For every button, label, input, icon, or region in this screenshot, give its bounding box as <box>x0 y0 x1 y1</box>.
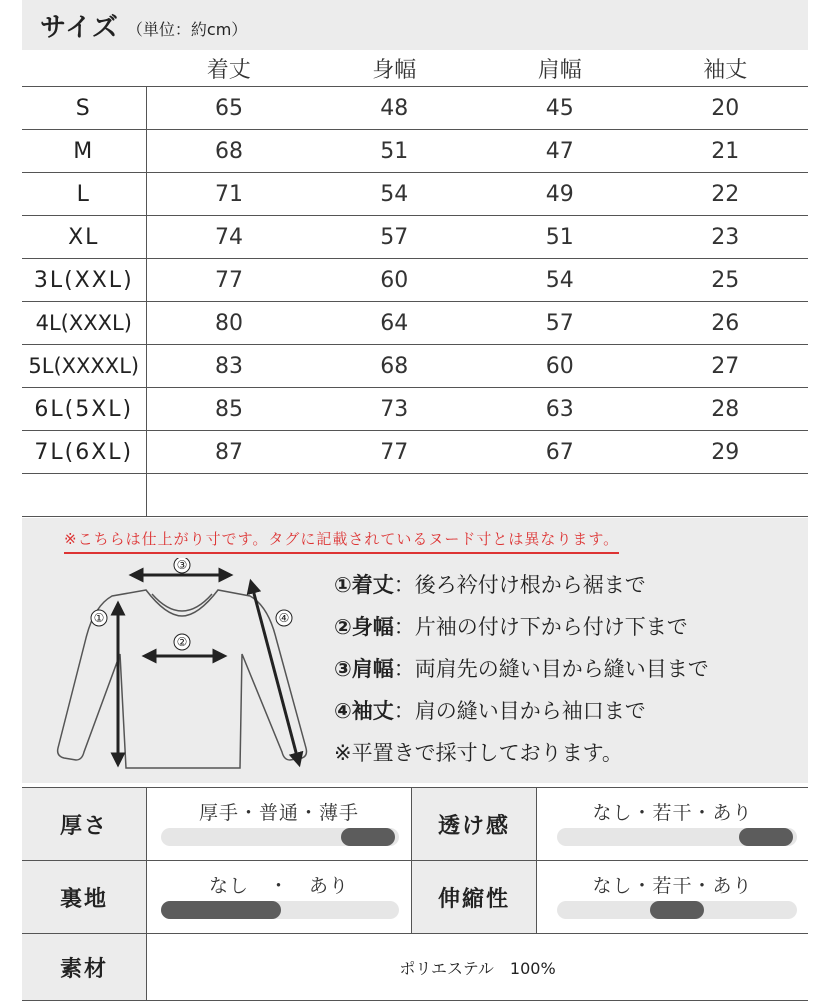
sheer-indicator <box>739 828 793 846</box>
size-label: 6L(5XL) <box>22 388 146 431</box>
size-value: 25 <box>643 259 809 302</box>
size-value: 68 <box>146 130 312 173</box>
marker-4: ④ <box>278 611 290 625</box>
blank-cell <box>312 474 478 517</box>
size-value: 77 <box>146 259 312 302</box>
table-row <box>22 216 808 259</box>
lining-cell <box>147 861 411 933</box>
sheer-cell <box>537 788 808 860</box>
desc-sleeve <box>334 694 709 736</box>
desc-label: ②身幅 <box>334 615 394 639</box>
size-value: 73 <box>312 388 478 431</box>
thickness-indicator <box>341 828 395 846</box>
measurement-descriptions <box>334 568 709 778</box>
stretch-scale <box>557 901 797 919</box>
marker-1: ① <box>93 611 105 625</box>
title-bar <box>22 0 808 50</box>
size-label: M <box>22 130 146 173</box>
size-value: 83 <box>146 345 312 388</box>
size-value: 21 <box>643 130 809 173</box>
thickness-options: 厚手・普通・薄手 <box>198 802 359 824</box>
size-value: 80 <box>146 302 312 345</box>
lining-indicator <box>161 901 281 919</box>
size-value: 57 <box>312 216 478 259</box>
attr-row-3 <box>22 933 808 1001</box>
desc-length <box>334 568 709 610</box>
size-value: 48 <box>312 87 478 130</box>
table-row <box>22 345 808 388</box>
marker-2: ② <box>176 635 188 649</box>
table-row <box>22 173 808 216</box>
size-value: 74 <box>146 216 312 259</box>
sheer-scale <box>557 828 797 846</box>
measurement-section <box>22 518 808 783</box>
table-blank-row <box>22 474 808 517</box>
size-value: 29 <box>643 431 809 474</box>
size-value: 65 <box>146 87 312 130</box>
size-value: 63 <box>477 388 643 431</box>
sheer-label: 透け感 <box>412 788 536 860</box>
shirt-diagram <box>36 558 326 778</box>
size-value: 28 <box>643 388 809 431</box>
size-value: 23 <box>643 216 809 259</box>
size-value: 57 <box>477 302 643 345</box>
size-value: 54 <box>312 173 478 216</box>
size-value: 45 <box>477 87 643 130</box>
table-row <box>22 87 808 130</box>
size-value: 51 <box>477 216 643 259</box>
unit-label: （単位：約cm） <box>126 19 248 39</box>
finish-size-note: ※こちらは仕上がり寸です。タグに記載されているヌード寸とは異なります。 <box>64 528 619 554</box>
blank-cell <box>643 474 809 517</box>
size-value: 27 <box>643 345 809 388</box>
size-value: 60 <box>312 259 478 302</box>
material-cell <box>147 934 808 1000</box>
table-row <box>22 302 808 345</box>
size-label: XL <box>22 216 146 259</box>
table-row <box>22 431 808 474</box>
size-label: 4L(XXXL) <box>22 302 146 345</box>
desc-label: ④袖丈 <box>334 699 394 723</box>
lining-label: 裏地 <box>22 861 146 933</box>
desc-label: ③肩幅 <box>334 657 394 681</box>
size-value: 60 <box>477 345 643 388</box>
size-table <box>22 50 808 517</box>
size-value: 68 <box>312 345 478 388</box>
size-value: 51 <box>312 130 478 173</box>
size-value: 26 <box>643 302 809 345</box>
header-shoulder: 肩幅 <box>477 50 643 87</box>
thickness-cell <box>147 788 411 860</box>
desc-text: ：肩の縫い目から袖口まで <box>393 699 646 723</box>
table-row <box>22 388 808 431</box>
header-length: 着丈 <box>146 50 312 87</box>
header-sleeve: 袖丈 <box>643 50 809 87</box>
size-value: 20 <box>643 87 809 130</box>
desc-width <box>334 610 709 652</box>
size-label: 5L(XXXXL) <box>22 345 146 388</box>
blank-cell <box>22 474 146 517</box>
desc-label: ①着丈 <box>334 573 394 597</box>
size-table-body <box>22 87 808 474</box>
sheer-options: なし・若干・あり <box>592 802 753 824</box>
shirt-neckline <box>152 594 212 611</box>
thickness-label: 厚さ <box>22 788 146 860</box>
thickness-scale <box>161 828 399 846</box>
table-row <box>22 259 808 302</box>
table-row <box>22 130 808 173</box>
attr-row-2 <box>22 860 808 933</box>
desc-text: ：後ろ衿付け根から裾まで <box>393 573 646 597</box>
lining-options: なし ・ あり <box>208 875 349 897</box>
size-value: 85 <box>146 388 312 431</box>
size-value: 67 <box>477 431 643 474</box>
material-label: 素材 <box>22 934 146 1000</box>
material-value: ポリエステル 100% <box>399 958 556 978</box>
desc-text: ：両肩先の縫い目から縫い目まで <box>393 657 709 681</box>
marker-3: ③ <box>176 558 188 572</box>
header-blank <box>22 50 146 87</box>
size-value: 87 <box>146 431 312 474</box>
flat-measure-note: ※平置きで採寸しております。 <box>334 741 623 765</box>
stretch-cell <box>537 861 808 933</box>
size-label: 3L(XXL) <box>22 259 146 302</box>
size-value: 49 <box>477 173 643 216</box>
blank-cell <box>146 474 312 517</box>
size-value: 77 <box>312 431 478 474</box>
size-value: 64 <box>312 302 478 345</box>
stretch-label: 伸縮性 <box>412 861 536 933</box>
size-value: 71 <box>146 173 312 216</box>
desc-shoulder <box>334 652 709 694</box>
size-label: L <box>22 173 146 216</box>
stretch-indicator <box>650 901 704 919</box>
size-label: 7L(6XL) <box>22 431 146 474</box>
attributes-table <box>22 787 808 1001</box>
desc-text: ：片袖の付け下から付け下まで <box>393 615 688 639</box>
page-title: サイズ <box>40 12 119 43</box>
size-value: 54 <box>477 259 643 302</box>
size-value: 47 <box>477 130 643 173</box>
attr-row-1 <box>22 787 808 860</box>
size-label: S <box>22 87 146 130</box>
stretch-options: なし・若干・あり <box>592 875 753 897</box>
lining-scale <box>161 901 399 919</box>
size-table-header <box>22 50 808 87</box>
header-width: 身幅 <box>312 50 478 87</box>
size-value: 22 <box>643 173 809 216</box>
blank-cell <box>477 474 643 517</box>
